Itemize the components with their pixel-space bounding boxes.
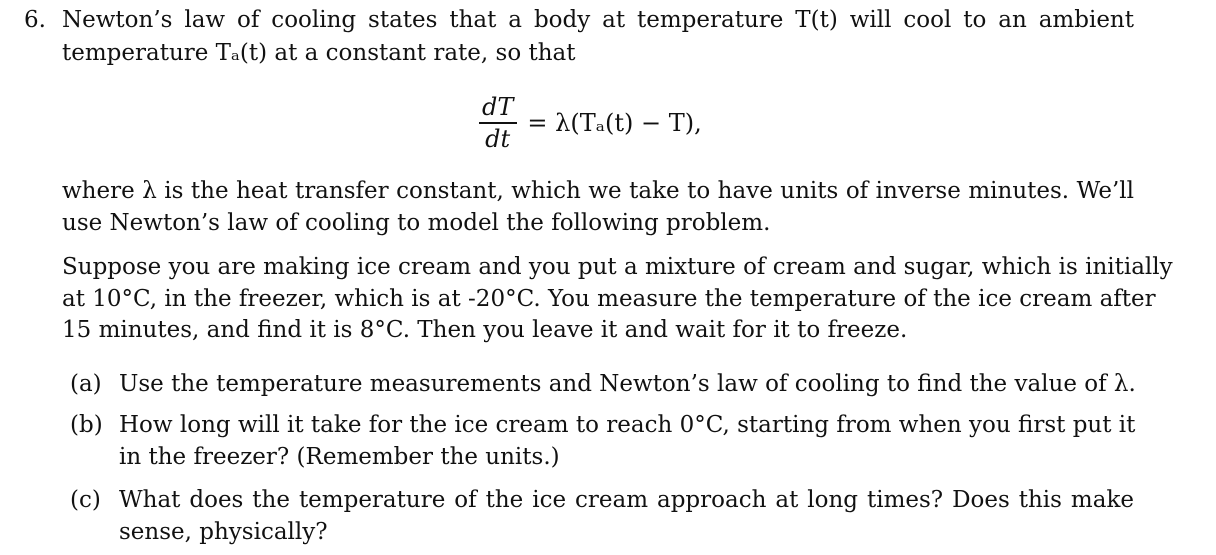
fraction-numerator: dT [482, 93, 514, 122]
scenario-line-3: 15 minutes, and find it is 8°C. Then you leave it and wait for it to freeze. [62, 317, 908, 343]
problem-number: 6. [24, 7, 46, 33]
fraction-denominator: dt [485, 124, 511, 153]
part-c-text-line-2: sense, physically? [119, 519, 328, 545]
derivative-fraction [478, 93, 517, 153]
equation-rhs: = λ(Tₐ(t) − T), [527, 109, 702, 137]
part-b-label: (b) [70, 412, 103, 438]
part-c-text-line-1: What does the temperature of the ice cream approach at long times? Does this make [119, 487, 1134, 513]
scenario-line-1: Suppose you are making ice cream and you put a mixture of cream and sugar, which is initially [62, 254, 1173, 280]
part-b-text-line-2: in the freezer? (Remember the units.) [119, 444, 560, 470]
explanation-line-1: where λ is the heat transfer constant, which we take to have units of inverse minutes. We’ll [62, 178, 1134, 204]
part-a-label: (a) [70, 371, 102, 397]
part-a-text-line-1: Use the temperature measurements and Newton’s law of cooling to find the value of λ. [119, 371, 1136, 397]
part-b-text-line-1: How long will it take for the ice cream to reach 0°C, starting from when you first put it [119, 412, 1136, 438]
newton-cooling-equation [478, 88, 702, 158]
scenario-line-2: at 10°C, in the freezer, which is at -20°C. You measure the temperature of the ice cream after [62, 286, 1156, 312]
fraction-bar [479, 122, 517, 124]
explanation-line-2: use Newton’s law of cooling to model the following problem. [62, 210, 771, 236]
part-c-label: (c) [70, 487, 101, 513]
intro-line-1: Newton’s law of cooling states that a body at temperature T(t) will cool to an ambient [62, 7, 1134, 33]
intro-line-2: temperature Tₐ(t) at a constant rate, so that [62, 40, 576, 66]
